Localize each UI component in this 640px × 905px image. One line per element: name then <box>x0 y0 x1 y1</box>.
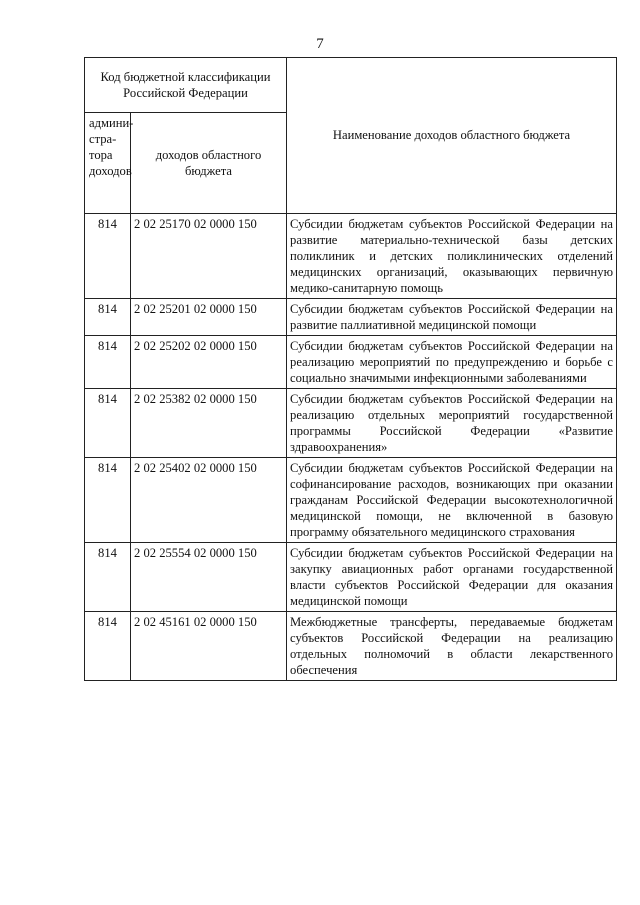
header-income: доходов областного бюджета <box>131 113 287 214</box>
budget-code: 2 02 25554 02 0000 150 <box>131 543 287 612</box>
income-name: Межбюджетные трансферты, передаваемые бюджетам субъектов Российской Федерации на реализацию отдельных полномочий в области лекарственного обеспечения <box>287 612 617 681</box>
admin-code: 814 <box>85 214 131 299</box>
budget-classification-table <box>84 57 617 681</box>
income-name: Субсидии бюджетам субъектов Российской Федерации на закупку авиационных работ органами государственной власти субъектов Российской Федерации для оказания медицинской помощи <box>287 543 617 612</box>
budget-code: 2 02 45161 02 0000 150 <box>131 612 287 681</box>
table-row <box>85 389 617 458</box>
income-name: Субсидии бюджетам субъектов Российской Федерации на развитие паллиативной медицинской помощи <box>287 299 617 336</box>
table-row <box>85 543 617 612</box>
budget-code: 2 02 25402 02 0000 150 <box>131 458 287 543</box>
table-row <box>85 612 617 681</box>
admin-code: 814 <box>85 612 131 681</box>
budget-code: 2 02 25382 02 0000 150 <box>131 389 287 458</box>
budget-code: 2 02 25170 02 0000 150 <box>131 214 287 299</box>
admin-code: 814 <box>85 336 131 389</box>
header-administrator: админи-стра-тора доходов <box>85 113 131 214</box>
admin-code: 814 <box>85 458 131 543</box>
page-number: 7 <box>316 36 324 52</box>
header-name: Наименование доходов областного бюджета <box>287 58 617 214</box>
table-row <box>85 458 617 543</box>
income-name: Субсидии бюджетам субъектов Российской Федерации на реализацию отдельных мероприятий государственной программы Российской Федерации «Развитие здравоохранения» <box>287 389 617 458</box>
table-row <box>85 299 617 336</box>
table-row <box>85 214 617 299</box>
income-name: Субсидии бюджетам субъектов Российской Федерации на развитие материально-технической базы детских поликлиник и детских поликлинических отделений медицинских организаций, оказывающих первичную медико-санитарную помощь <box>287 214 617 299</box>
table-row <box>85 336 617 389</box>
budget-code: 2 02 25201 02 0000 150 <box>131 299 287 336</box>
admin-code: 814 <box>85 299 131 336</box>
budget-code: 2 02 25202 02 0000 150 <box>131 336 287 389</box>
header-classification: Код бюджетной классификации Российской Федерации <box>85 58 287 113</box>
table-header-row <box>85 58 617 113</box>
income-name: Субсидии бюджетам субъектов Российской Федерации на софинансирование расходов, возникающих при оказании гражданам Российской Федерации высокотехнологичной медицинской помощи, не включенной в базовую программу обязательного медицинского страхования <box>287 458 617 543</box>
income-name: Субсидии бюджетам субъектов Российской Федерации на реализацию мероприятий по предупреждению и борьбе с социально значимыми инфекционными заболеваниями <box>287 336 617 389</box>
admin-code: 814 <box>85 389 131 458</box>
admin-code: 814 <box>85 543 131 612</box>
